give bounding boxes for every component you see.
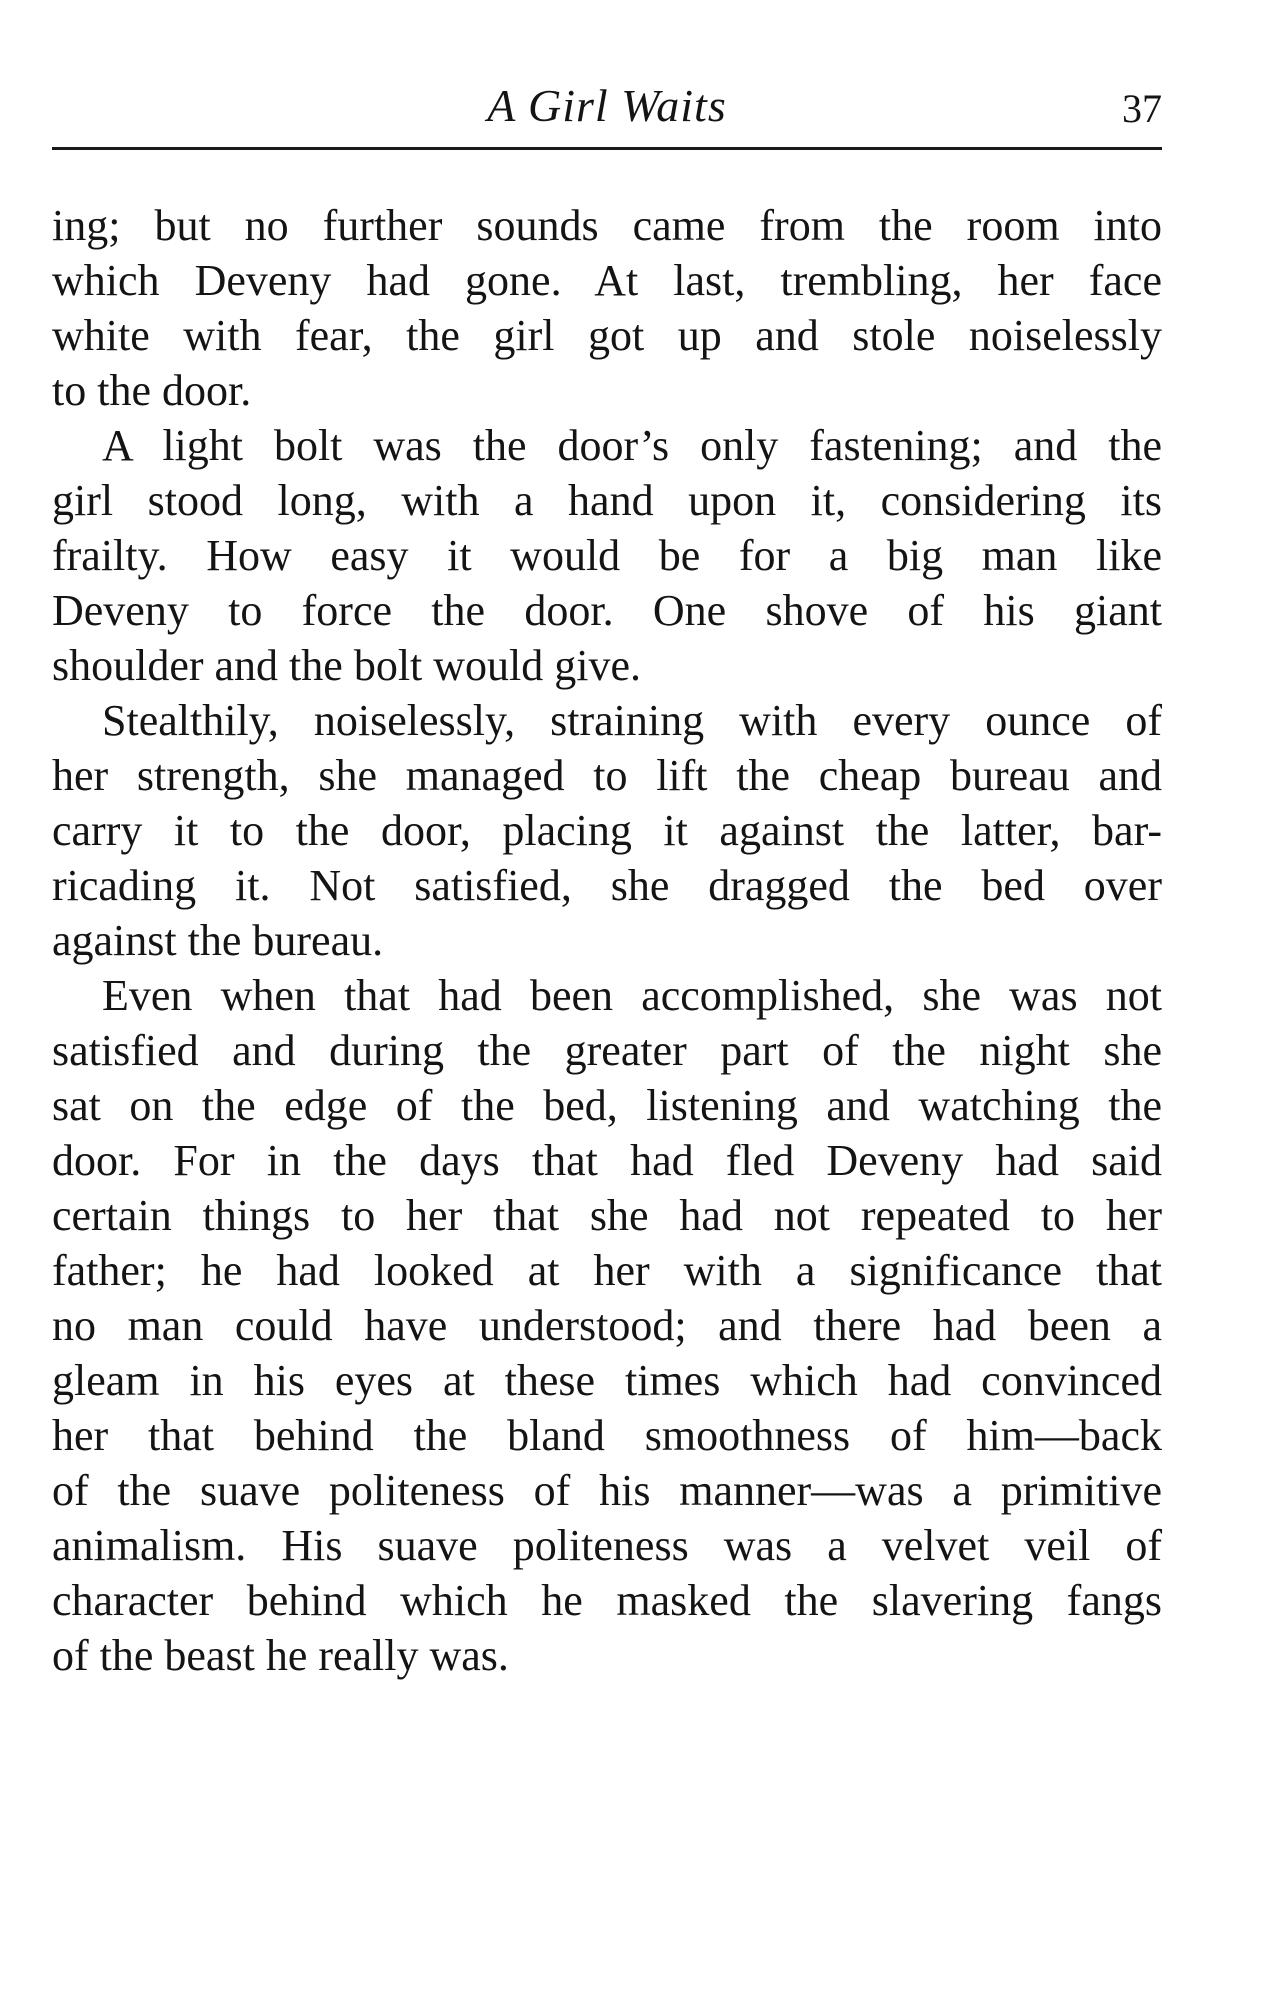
text-line: frailty. How easy it would be for a big man like — [52, 531, 1162, 580]
text-line: girl stood long, with a hand upon it, considering its — [52, 476, 1162, 525]
text-line: of the suave politeness of his manner—was a primitive — [52, 1466, 1162, 1515]
book-page — [52, 0, 1162, 1998]
text-line: satisfied and during the greater part of the night she — [52, 1026, 1162, 1075]
running-title: A Girl Waits — [487, 80, 727, 131]
text-line: her that behind the bland smoothness of him—back — [52, 1411, 1162, 1460]
text-line: ricading it. Not satisfied, she dragged the bed over — [52, 861, 1162, 910]
text-line: which Deveny had gone. At last, trembling, her face — [52, 256, 1162, 305]
text-line: A light bolt was the door’s only fastening; and the — [102, 421, 1162, 470]
text-line: her strength, she managed to lift the cheap bureau and — [52, 751, 1162, 800]
text-line: sat on the edge of the bed, listening and watching the — [52, 1081, 1162, 1130]
text-line: against the bureau. — [52, 916, 384, 965]
text-line: carry it to the door, placing it against the latter, bar- — [52, 806, 1162, 855]
header-rule — [52, 147, 1162, 150]
text-line: animalism. His suave politeness was a velvet veil of — [52, 1521, 1162, 1570]
text-line: of the beast he really was. — [52, 1631, 509, 1680]
text-line: door. For in the days that had fled Deveny had said — [52, 1136, 1162, 1185]
text-line: father; he had looked at her with a significance that — [52, 1246, 1162, 1295]
text-line: Even when that had been accomplished, she was not — [102, 971, 1162, 1020]
text-line: Deveny to force the door. One shove of his giant — [52, 586, 1162, 635]
body-text — [52, 198, 1162, 1683]
text-line: ing; but no further sounds came from the room into — [52, 201, 1162, 250]
text-line: no man could have understood; and there had been a — [52, 1301, 1162, 1350]
text-line: gleam in his eyes at these times which had convinced — [52, 1356, 1162, 1405]
text-line: character behind which he masked the slavering fangs — [52, 1576, 1162, 1625]
text-line: shoulder and the bolt would give. — [52, 641, 642, 690]
text-line: certain things to her that she had not repeated to her — [52, 1191, 1162, 1240]
text-line: Stealthily, noiselessly, straining with every ounce of — [102, 696, 1162, 745]
text-line: to the door. — [52, 366, 252, 415]
text-line: white with fear, the girl got up and stole noiselessly — [52, 311, 1162, 360]
page-number: 37 — [1122, 86, 1162, 131]
running-head — [52, 78, 1162, 138]
